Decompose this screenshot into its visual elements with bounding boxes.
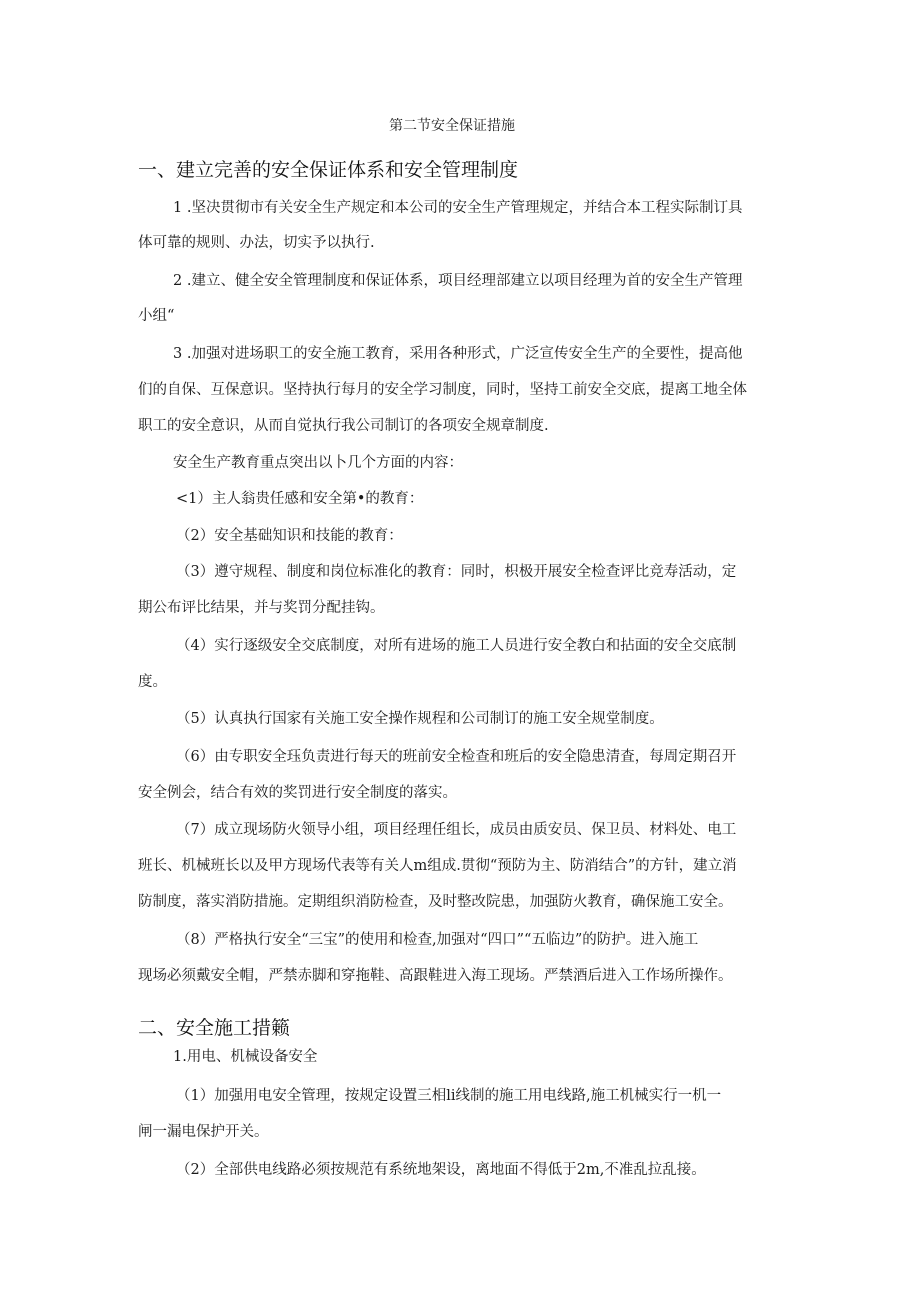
list-item-2: （2）安全基础知识和技能的教育： [176, 528, 403, 544]
list-item-3-line-2: 期公布评比结果，并与奖罚分配挂钩。 [138, 600, 385, 616]
list-item-6-line-2: 安全例会，结合有效的奖罚进行安全制度的落实。 [138, 785, 457, 801]
measure-item-2: （2）全部供电线路必须按规范有系统地架设，离地面不得低于2m,不准乱拉乱接。 [176, 1162, 706, 1178]
list-item-3-line-1: （3）遵守规程、制度和岗位标准化的教育：同时，枳极开展安全检查评比竞寿活动，定 [176, 564, 737, 580]
paragraph-2-line-1: 2 .建立、健全安全管理制度和保证体系，项目经理部建立以项目经理为首的安全生产管理 [173, 273, 743, 289]
document-title: 第二节安全保证措施 [389, 118, 515, 134]
list-item-4-line-1: （4）实行逐级安全交底制度，对所有进场的施工人员进行安全教白和拈面的安全交底制 [176, 638, 737, 654]
section-heading-1: 一、建立完善的安全保证体系和安全管理制度 [138, 159, 519, 181]
list-item-7-line-1: （7）成立现场防火领导小组，项目经理任组长，成员由质安员、保卫员、材料处、电工 [176, 822, 737, 838]
list-item-1: <1）主人翁贵任感和安全第•的教育： [176, 491, 424, 507]
paragraph-3-line-2: 们的自保、互保意识。坚持执行每月的安全学习制度，同时，坚持工前安全交底，提离工地全体 [138, 382, 747, 398]
paragraph-1-line-2: 体可靠的规则、办法，切实予以执行. [138, 235, 375, 251]
measure-item-1-line-2: 闸一漏电保护开关。 [138, 1124, 269, 1140]
section-heading-2: 二、安全施工措籁 [138, 1017, 291, 1039]
paragraph-3-line-3: 职工的安全意识，从而自觉执行我公司制订的各项安全规章制度. [138, 418, 549, 434]
paragraph-2-line-2: 小组“ [138, 308, 175, 324]
list-item-8-line-1: （8）严格执行安全“三宝”的使用和检查,加强对“四口”“五临边”的防护。进入施工 [176, 932, 699, 948]
list-item-6-line-1: （6）由专职安全珏负责进行每天的班前安全检查和班后的安全隐患清査，每周定期召开 [176, 749, 737, 765]
paragraph-4: 安全生产教育重点突出以卜几个方面的内容： [173, 455, 463, 471]
measure-item-1-line-1: （1）加强用电安全管理，按规定设置三相li线制的施工用电线路,施工机械实行一机一 [176, 1088, 722, 1104]
paragraph-3-line-1: 3 .加强对进场职工的安全施工教育，采用各种形式，广泛宣传安全生产的全要性，提高他 [173, 346, 743, 362]
list-item-4-line-2: 度。 [138, 674, 167, 690]
list-item-7-line-3: 防制度，落实消防措施。定期组织消防检查，及时整改院患，加强防火教育，确保施工安全。 [138, 894, 733, 910]
subsection-heading-1: 1.用电、机械设备安全 [173, 1049, 318, 1065]
list-item-5: （5）认真执行国家有关施工安全操作规程和公司制订的施工安全规堂制度。 [176, 711, 664, 727]
list-item-7-line-2: 班长、机械班长以及甲方现场代表等有关人m组成.贯彻“预防为主、防消结合”的方针，建立消 [138, 858, 737, 874]
list-item-8-line-2: 现场必须戴安全帽，严禁赤脚和穿拖鞋、高跟鞋进入海工现场。严禁酒后进入工作场所操作。 [138, 968, 733, 984]
paragraph-1-line-1: 1 .坚决贯彻市有关安全生产规定和本公司的安全生产管理规定，并结合本工程实际制订具 [173, 200, 743, 216]
